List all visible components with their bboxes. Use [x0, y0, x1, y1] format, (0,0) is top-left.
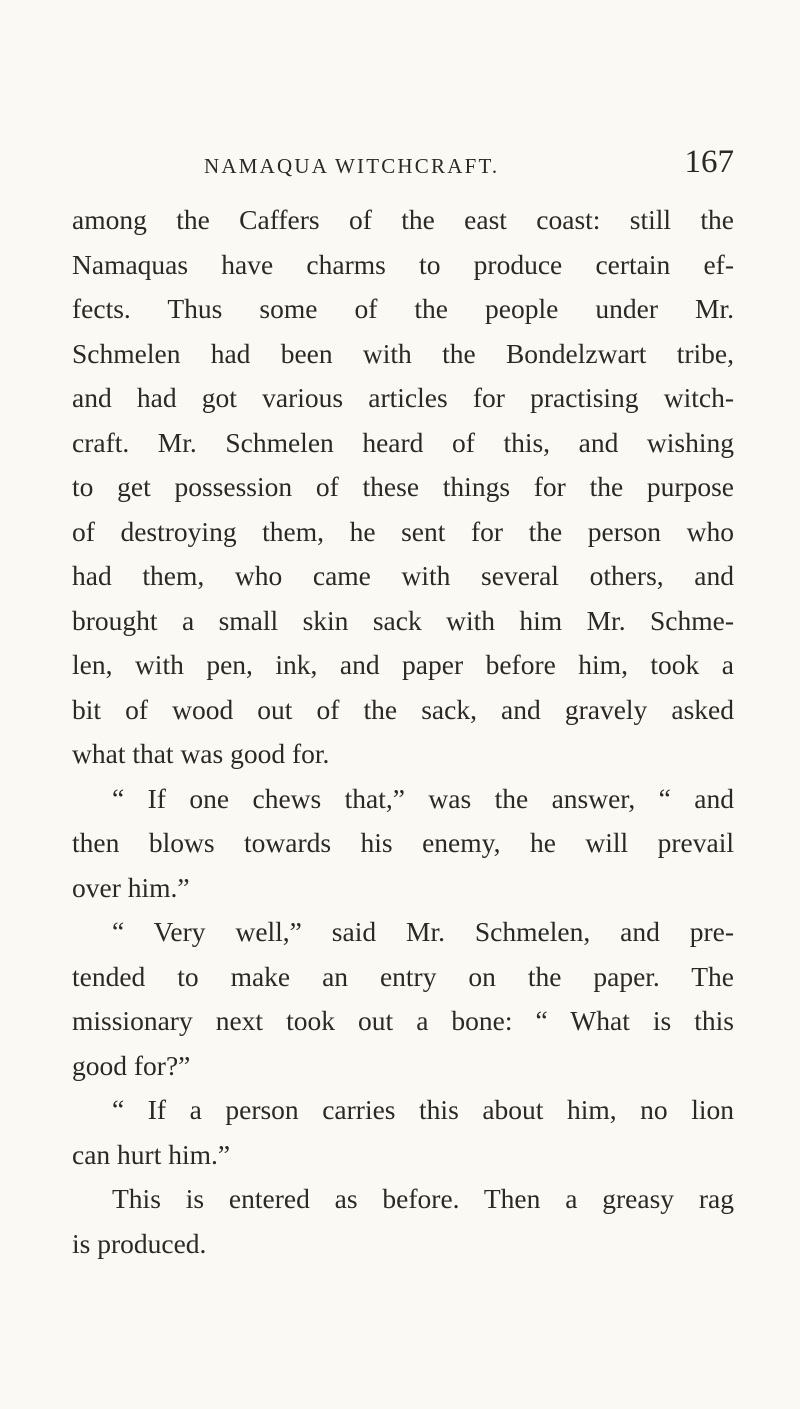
- text-line: This is entered as before. Then a greasy rag: [112, 1183, 734, 1214]
- text-line: len, with pen, ink, and paper before him, took a: [72, 649, 734, 680]
- text-line: had them, who came with several others, and: [72, 560, 734, 591]
- running-head: [204, 146, 734, 186]
- text-line: “ Very well,” said Mr. Schmelen, and pre-: [112, 916, 734, 947]
- text-line: Namaquas have charms to produce certain ef-: [72, 248, 734, 280]
- text-line: Schmelen had been with the Bondelzwart tribe,: [72, 337, 734, 369]
- text-line: and had got various articles for practising witch-: [72, 382, 734, 413]
- text-line: bit of wood out of the sack, and gravely asked: [72, 693, 734, 725]
- running-title: NAMAQUA WITCHCRAFT.: [204, 154, 500, 178]
- text-line: craft. Mr. Schmelen heard of this, and wishing: [72, 426, 734, 458]
- text-line: to get possession of these things for the purpose: [72, 471, 734, 502]
- text-line: is produced.: [72, 1227, 207, 1259]
- text-line: over him.”: [72, 871, 190, 903]
- text-line: “ If a person carries this about him, no lion: [112, 1094, 734, 1125]
- text-line: among the Caffers of the east coast: still the: [72, 204, 734, 235]
- text-line: then blows towards his enemy, he will prevail: [72, 827, 734, 858]
- text-line: can hurt him.”: [72, 1138, 231, 1170]
- text-line: brought a small skin sack with him Mr. Schme-: [72, 604, 734, 636]
- text-line: good for?”: [72, 1049, 191, 1081]
- text-line: what that was good for.: [72, 738, 330, 769]
- text-line: missionary next took out a bone: “ What is this: [72, 1005, 734, 1036]
- body-text: [72, 198, 734, 1266]
- text-line: tended to make an entry on the paper. The: [72, 960, 734, 992]
- text-line: of destroying them, he sent for the person who: [72, 515, 734, 547]
- text-line: fects. Thus some of the people under Mr.: [72, 293, 734, 324]
- page-number: 167: [684, 144, 734, 180]
- text-line: “ If one chews that,” was the answer, “ and: [112, 782, 734, 814]
